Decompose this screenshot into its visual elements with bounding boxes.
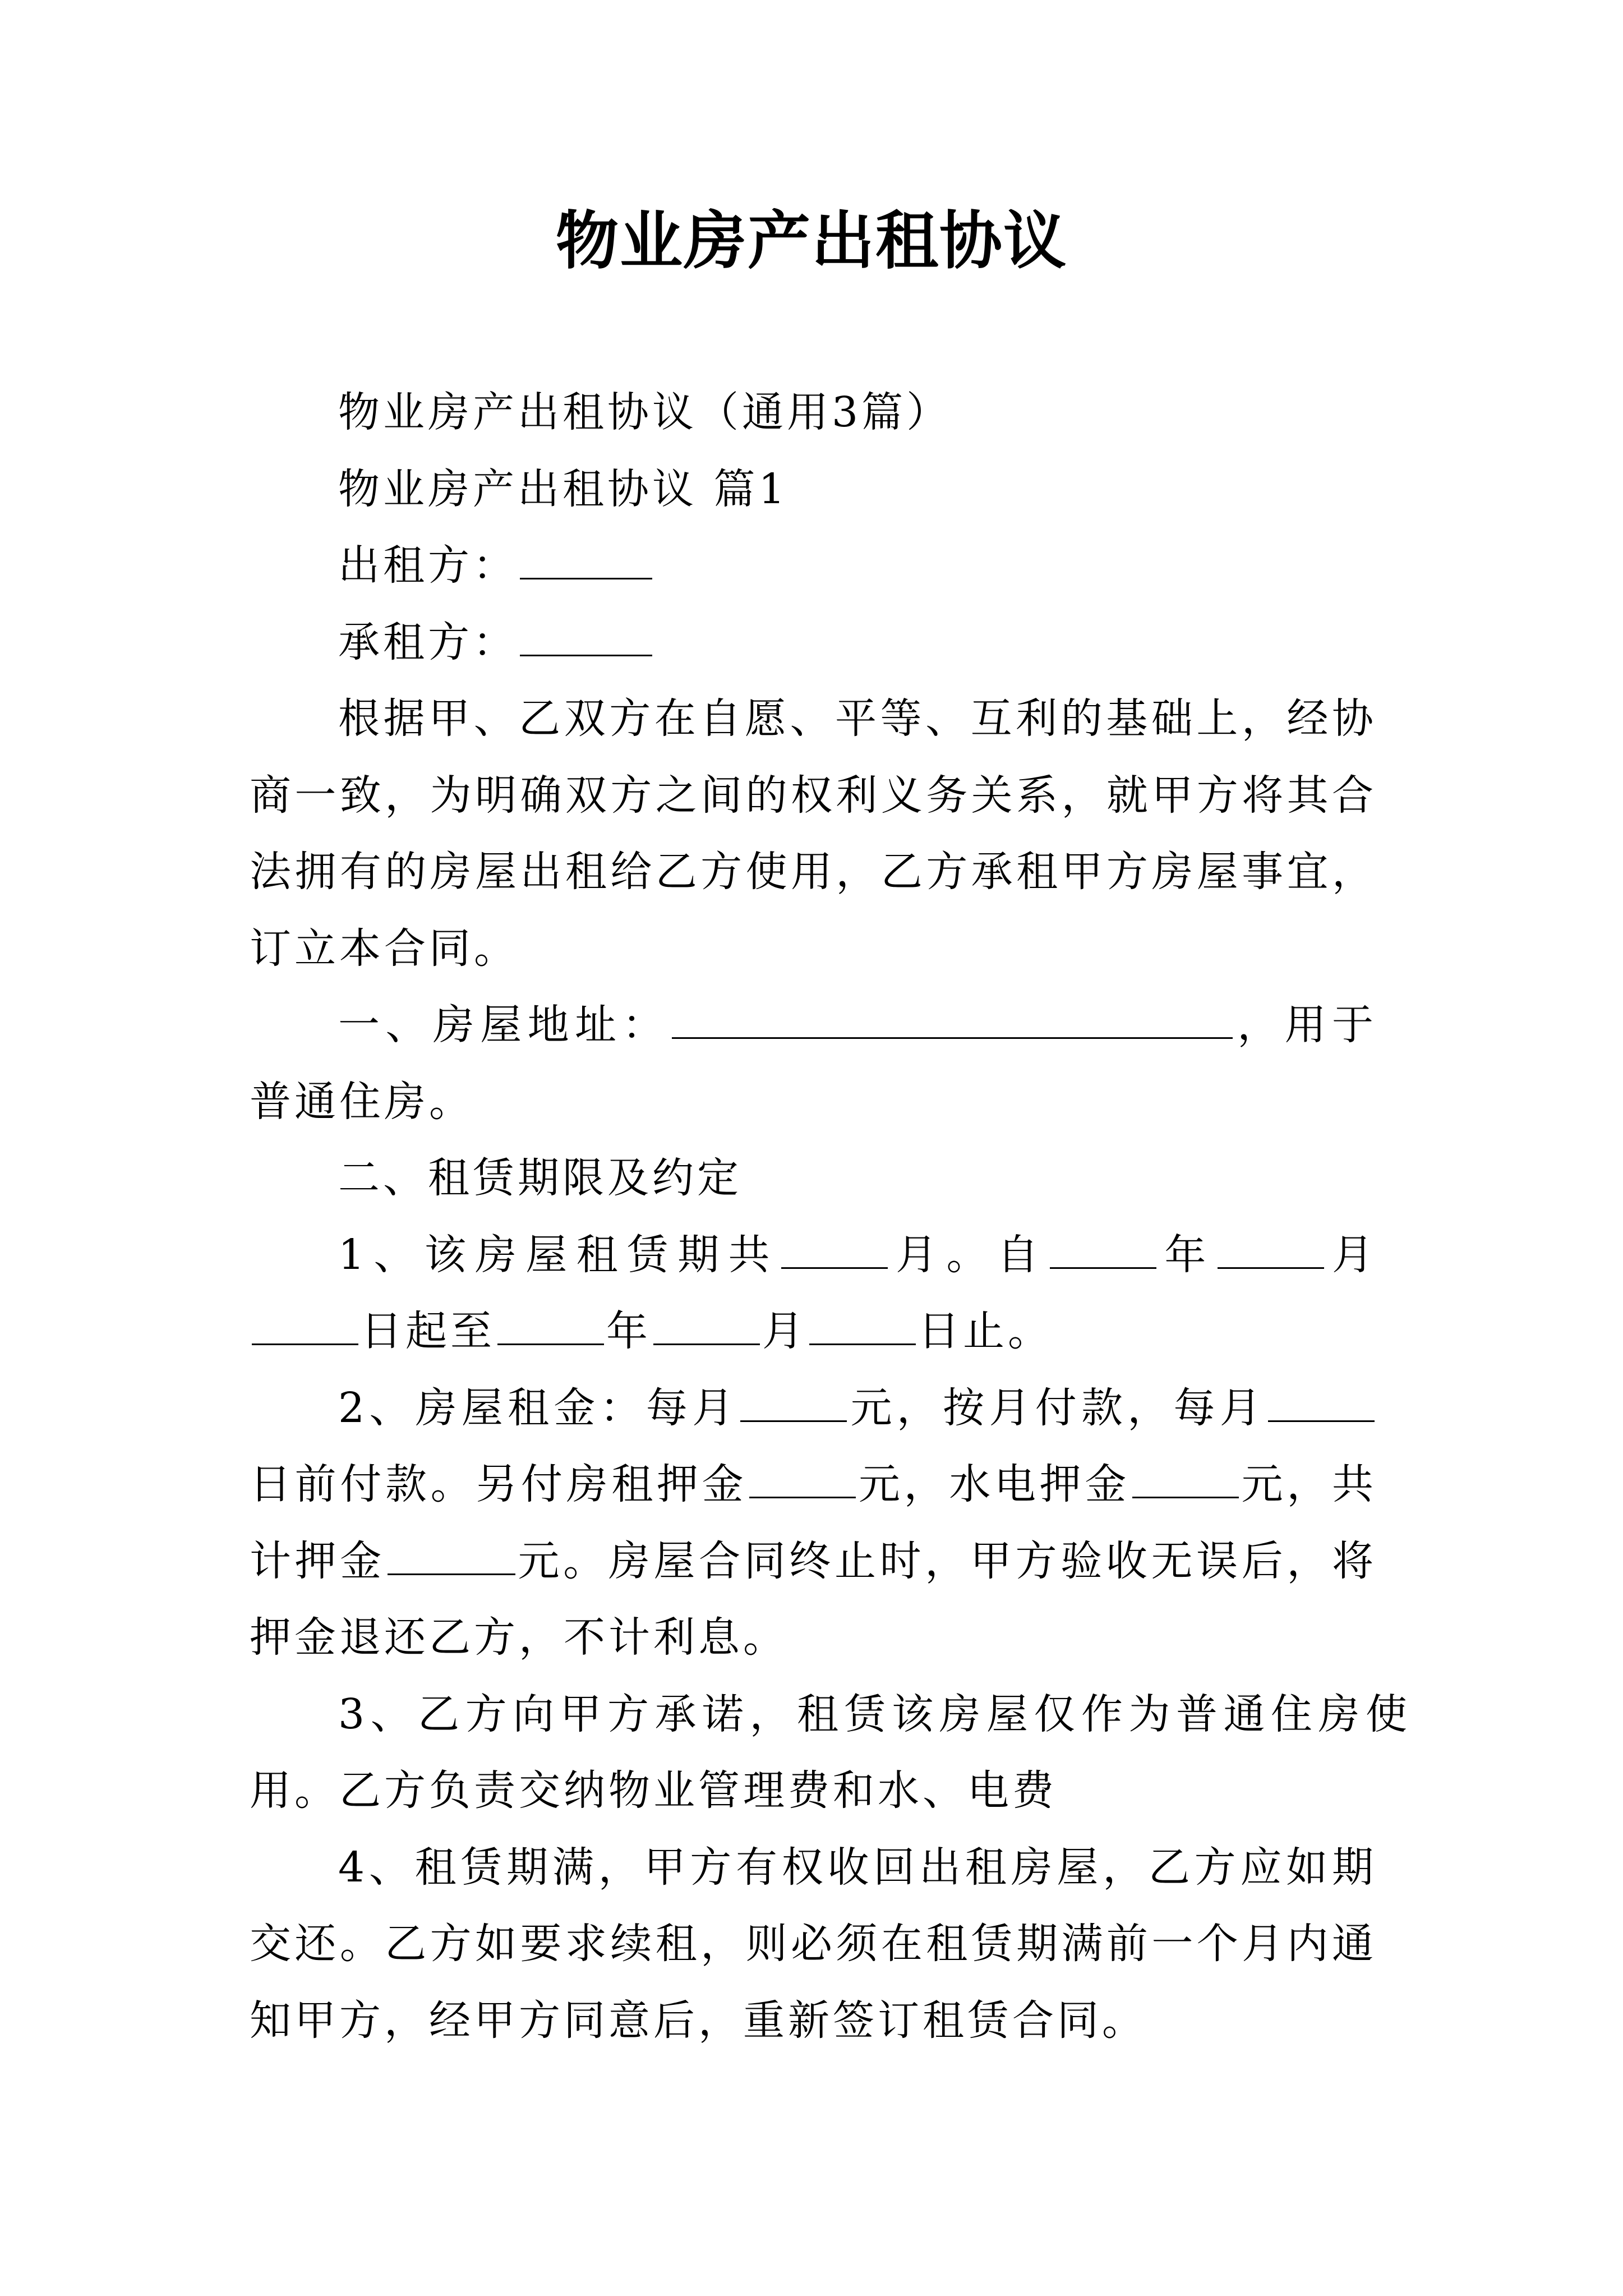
section-heading: 物业房产出租协议 篇1 xyxy=(338,464,789,513)
end-year-blank xyxy=(497,1308,604,1345)
item-1-text-d: 月 xyxy=(1326,1230,1377,1279)
item-1-text-h: 日止。 xyxy=(918,1307,1053,1355)
item-1-text-b: 月。自 xyxy=(889,1230,1048,1279)
item-1-text-a: 1、该房屋租赁期共 xyxy=(338,1230,779,1279)
lessee-line xyxy=(250,604,1377,681)
item-3-usage: 3、乙方向甲方承诺，租赁该房屋仅作为普通住房使用。乙方负责交纳物业管理费和水、电费 xyxy=(250,1690,1410,1815)
item-2-text-d: 元，水电押金 xyxy=(858,1460,1131,1508)
item-2-text-c: 日前付款。另付房租押金 xyxy=(250,1460,748,1508)
total-deposit-blank xyxy=(388,1538,515,1575)
clause-1-prefix: 一、房屋地址： xyxy=(338,1001,670,1049)
end-month-blank xyxy=(653,1308,760,1345)
months-blank xyxy=(781,1231,888,1269)
item-1-text-e: 日起至 xyxy=(361,1307,495,1355)
lessor-line xyxy=(250,527,1377,604)
item-1-text-g: 月 xyxy=(762,1307,807,1355)
lessor-blank xyxy=(520,542,652,579)
intro-paragraph: 根据甲、乙双方在自愿、平等、互利的基础上，经协商一致，为明确双方之间的权利义务关系，就甲方将其合法拥有的房屋出租给乙方使用，乙方承租甲方房屋事宜，订立本合同。 xyxy=(250,694,1377,973)
document-body xyxy=(250,374,1410,2059)
end-day-blank xyxy=(809,1308,916,1345)
item-1-text-c: 年 xyxy=(1159,1230,1215,1279)
address-blank xyxy=(672,1001,1233,1039)
item-2-rent xyxy=(250,1370,1377,1676)
rent-deposit-blank xyxy=(749,1461,856,1498)
lessee-blank xyxy=(520,619,652,656)
monthly-rent-blank xyxy=(740,1384,847,1422)
item-2-text-e: 元，共计押金 xyxy=(250,1460,1377,1585)
pay-day-blank xyxy=(1268,1384,1375,1422)
clause-1-suffix: ，用于普通住房。 xyxy=(250,1001,1377,1126)
item-4-renewal: 4、租赁期满，甲方有权收回出租房屋，乙方应如期交还。乙方如要求续租，则必须在租赁期满前一个月内通知甲方，经甲方同意后，重新签订租赁合同。 xyxy=(250,1843,1377,2045)
item-2-text-a: 2、房屋租金：每月 xyxy=(338,1383,739,1432)
start-month-blank xyxy=(1218,1231,1324,1269)
start-day-blank xyxy=(252,1308,358,1345)
clause-2-heading: 二、租赁期限及约定 xyxy=(338,1154,742,1202)
lessee-label: 承租方： xyxy=(338,618,518,666)
lessor-label: 出租方： xyxy=(338,541,518,590)
clause-1-address xyxy=(250,987,1377,1140)
start-year-blank xyxy=(1050,1231,1156,1269)
item-2-text-f: 元。房屋合同终止时，甲方验收无误后，将押金退还乙方，不计利息。 xyxy=(250,1536,1377,1662)
subtitle: 物业房产出租协议（通用3篇） xyxy=(338,388,952,436)
document-title: 物业房产出租协议 xyxy=(556,205,1067,278)
item-2-text-b: 元，按月付款，每月 xyxy=(849,1383,1266,1432)
item-1-text-f: 年 xyxy=(606,1307,651,1355)
utility-deposit-blank xyxy=(1132,1461,1239,1498)
item-1-term xyxy=(250,1217,1377,1370)
